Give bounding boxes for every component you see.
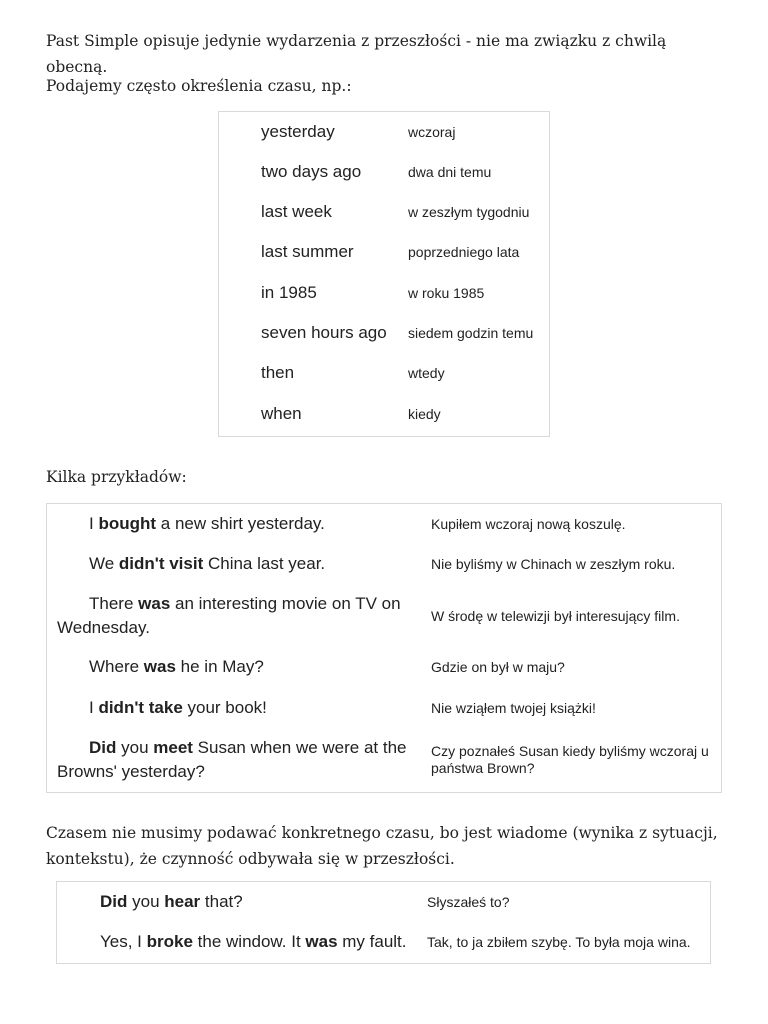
sentence-fragment: Susan when we were at the Browns' yesterday? [57, 738, 407, 781]
time-expressions-table [218, 111, 550, 437]
example-pl: W środę w telewizji był interesujący film. [431, 607, 680, 624]
example-en [47, 512, 409, 536]
sentence-fragment: I [89, 698, 99, 717]
example-pl: Kupiłem wczoraj nową koszulę. [431, 515, 626, 532]
example-row [47, 696, 721, 720]
time-expression-row [219, 200, 549, 224]
time-expression-row [219, 361, 549, 385]
context-example-pl: Słyszałeś to? [427, 894, 510, 910]
sentence-fragment: Yes, I [100, 932, 147, 951]
time-expression-en: when [261, 404, 302, 423]
time-expression-pl: wczoraj [408, 124, 456, 140]
time-expression-en: in 1985 [261, 283, 317, 302]
example-en [47, 592, 409, 640]
example-row [47, 592, 721, 640]
context-note-paragraph: Czasem nie musimy podawać konkretnego czasu, bo jest wiadome (wynika z sytuacji, kontekstu), że czynność odbywała się w przeszłości. [46, 824, 718, 868]
time-expression-en: two days ago [261, 162, 362, 181]
time-expression-pl: w zeszłym tygodniu [408, 204, 530, 220]
context-examples-table [56, 881, 711, 964]
context-example-en [57, 892, 427, 912]
sentence-fragment: you [127, 892, 165, 911]
sentence-fragment: that? [200, 892, 243, 911]
time-expressions-label: Podajemy często określenia czasu, np.: [46, 77, 352, 95]
sentence-fragment: you [116, 738, 154, 757]
intro-paragraph: Past Simple opisuje jedynie wydarzenia z przeszłości - nie ma związku z chwilą obecną. [46, 32, 667, 76]
verb-highlight: hear [164, 892, 201, 911]
sentence-fragment: my fault. [337, 932, 407, 951]
context-example-en [57, 932, 427, 952]
time-expression-pl: kiedy [408, 406, 441, 422]
time-expression-row [219, 402, 549, 426]
verb-highlight: didn't visit [118, 554, 204, 573]
time-expression-pl: w roku 1985 [408, 285, 485, 301]
example-pl: Nie wziąłem twojej książki! [431, 699, 596, 716]
example-en [47, 696, 409, 720]
verb-highlight: Did [100, 892, 128, 911]
context-example-row [57, 890, 710, 914]
sentence-fragment: There [89, 594, 139, 613]
time-expression-row [219, 160, 549, 184]
time-expression-pl: wtedy [408, 365, 445, 381]
verb-highlight: was [143, 657, 176, 676]
time-expression-en: last week [261, 202, 332, 221]
sentence-fragment: the window. It [192, 932, 306, 951]
verb-highlight: was [305, 932, 338, 951]
sentence-fragment: China last year. [203, 554, 326, 573]
example-row [47, 552, 721, 576]
example-row [47, 655, 721, 679]
time-expression-pl: poprzedniego lata [408, 244, 520, 260]
verb-highlight: Did [89, 738, 117, 757]
time-expression-pl: dwa dni temu [408, 164, 492, 180]
examples-table [46, 503, 722, 793]
example-row [47, 512, 721, 536]
example-row [47, 736, 721, 784]
sentence-fragment: an interesting movie on TV on Wednesday. [57, 594, 401, 637]
example-en [47, 552, 409, 576]
sentence-fragment: your book! [182, 698, 267, 717]
time-expression-row [219, 281, 549, 305]
sentence-fragment: a new shirt yesterday. [156, 514, 325, 533]
example-pl: Czy poznałeś Susan kiedy byliśmy wczoraj u państwa Brown? [431, 743, 709, 776]
context-example-row [57, 930, 710, 954]
verb-highlight: broke [146, 932, 193, 951]
verb-highlight: meet [153, 738, 193, 757]
time-expression-row [219, 240, 549, 264]
time-expression-pl: siedem godzin temu [408, 325, 534, 341]
time-expression-en: last summer [261, 242, 354, 261]
example-pl: Nie byliśmy w Chinach w zeszłym roku. [431, 555, 676, 572]
sentence-fragment: Where [89, 657, 144, 676]
example-en [47, 655, 409, 679]
sentence-fragment: We [89, 554, 119, 573]
verb-highlight: was [138, 594, 171, 613]
examples-label: Kilka przykładów: [46, 468, 187, 486]
time-expression-en: seven hours ago [261, 323, 387, 342]
verb-highlight: didn't take [98, 698, 183, 717]
example-pl: Gdzie on był w maju? [431, 658, 565, 675]
sentence-fragment: he in May? [175, 657, 264, 676]
time-expression-row [219, 321, 549, 345]
sentence-fragment: I [89, 514, 99, 533]
verb-highlight: bought [98, 514, 157, 533]
time-expression-row [219, 120, 549, 144]
example-en [47, 736, 409, 784]
context-example-pl: Tak, to ja zbiłem szybę. To była moja wina. [427, 934, 691, 950]
time-expression-en: yesterday [261, 122, 335, 141]
time-expression-en: then [261, 363, 295, 382]
